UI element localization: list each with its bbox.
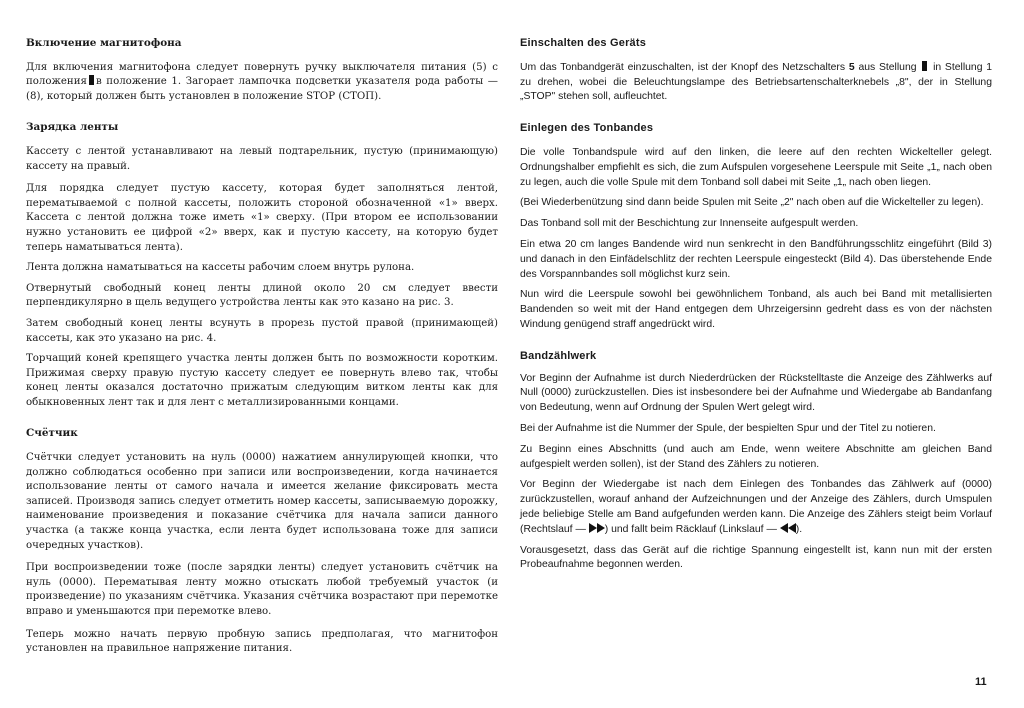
paragraph-text: ). bbox=[795, 523, 803, 535]
russian-column bbox=[26, 36, 498, 657]
paragraph-text: Vor Beginn der Wiedergabe ist nach dem Einlegen des Tonbandes das Zählwerk auf (0000) zurückzustellen, worauf anhand der Aufzeichnungen und der Anzeige des Zählers, durch Umspulen jede beliebige Stelle am Band aufgefunden werden kann. Die Anzeige des Zählers steigt beim Vorlauf (Rechtslauf — bbox=[520, 479, 992, 535]
paragraph: Счётчки следует установить на нуль (0000) нажатием аннулирующей кнопки, что должно соблюдаться особенно при записи или воспроизведении, когда начинается использование ленты от самого начала и имеется желание фиксировать места записей. Производя запись следует отметить номер кассеты, записываемую дорожку, наименование произведения и показание счётчика для начала записи данного участка (а также конца участка, если лента будет использована тоже для записи очередных участков). bbox=[26, 452, 498, 551]
paragraph-text: Для включения магнитофона следует повернуть ручку выключателя питания (5) с положения bbox=[26, 61, 498, 88]
switch-number: 5 bbox=[848, 61, 855, 73]
paragraph-text: in Stellung 1 zu drehen, wobei die Beleuchtungslampe des Betriebsartenschalterknebels „8", der in Stellung „STOP" stehen soll, aufleuchtet. bbox=[520, 61, 993, 103]
paragraph bbox=[520, 61, 992, 105]
paragraph: Отвернутый свободный конец ленты длиной около 20 см следует ввести перпендикулярно в щель ведущего устройства ленты как это казано на рис. 3. bbox=[26, 282, 498, 309]
section-title-switching-on-ru: Включение магнитофона bbox=[26, 37, 182, 49]
paragraph: При воспроизведении тоже (после зарядки ленты) следует установить счётчик на нуль (0000). Перематывая ленту можно отыскать любой требуемый участок (и произведение) по указаниям счётчика. Указания счётчика возрастают при перемотке вправо и уменьшаются при перемотке влево. bbox=[26, 562, 498, 617]
switch-position-mark-icon bbox=[89, 75, 94, 85]
paragraph-text: aus Stellung bbox=[858, 61, 917, 73]
rewind-icon bbox=[780, 524, 796, 535]
paragraph: Das Tonband soll mit der Beschichtung zur Innenseite aufgespult werden. bbox=[520, 218, 859, 230]
paragraph: Лента должна наматываться на кассеты рабочим слоем внутрь рулона. bbox=[26, 262, 415, 274]
switch-position-mark-icon bbox=[922, 61, 927, 71]
section-title-counter-ru: Счётчик bbox=[26, 427, 78, 440]
paragraph: (Bei Wiederbenützung sind dann beide Spulen mit Seite „2" nach oben auf die Wickelteller zu legen). bbox=[520, 197, 984, 209]
paragraph: Ein etwa 20 cm langes Bandende wird nun senkrecht in den Bandführungsschlitz eingeführt (Bild 3) und danach in den Einfädelschlitz der rechten Leerspule eingesteckt (Bild 4). Das überstehende Ende des Vorspannbandes soll möglichst kurz sein. bbox=[520, 238, 992, 280]
paragraph: Die volle Tonbandspule wird auf den linken, die leere auf den rechten Wickelteller gelegt. Ordnungshalber empfiehlt es sich, die zum Aufspulen vorgesehene Leerspule mit Seite „1„ nach oben zu legen, auch die volle Spule mit dem Tonband soll dabei mit Seite „1„ nach oben liegen. bbox=[520, 146, 992, 188]
german-column bbox=[520, 36, 992, 573]
paragraph: Затем свободный конец ленты всунуть в прорезь пустой правой (принимающей) кассеты, как это указано на рис. 4. bbox=[26, 317, 498, 344]
paragraph-text: в положение 1. Загорает лампочка подсветки указателя рода работы — (8), который должен быть установлен в положение STOP (СТОП). bbox=[26, 76, 498, 102]
paragraph: Кассету с лентой устанавливают на левый подтарельник, пустую (принимающую) кассету на правый. bbox=[26, 145, 498, 172]
section-title-switching-on-de: Einschalten des Geräts bbox=[520, 37, 647, 49]
paragraph bbox=[520, 478, 992, 537]
paragraph: Для порядка следует пустую кассету, которая будет заполняться лентой, перематываемой с полной кассеты, положить стороной обозначенной «1» вверх. Кассета с лентой должна тоже иметь «1» сверху. (При втором ее использовании нужно установить ее цифрой «2» вверх, как и пустую кассету, на которую будет теперь наматываться лента). bbox=[26, 183, 498, 253]
fast-forward-icon bbox=[589, 524, 605, 535]
paragraph: Теперь можно начать первую пробную запись предполагая, что магнитофон установлен на правильное напряжение питания. bbox=[26, 628, 498, 655]
section-title-tape-loading-ru: Зарядка ленты bbox=[26, 121, 119, 134]
paragraph: Nun wird die Leerspule sowohl bei gewöhnlichem Tonband, als auch bei Band mit metallisierten Bandenden so weit mit der Hand entgegen dem Uhrzeigersinn gedreht dass es von der nächsten Windung genügend straff angedrückt wird. bbox=[520, 289, 992, 330]
paragraph-text: Um das Tonbandgerät einzuschalten, ist der Knopf des Netzschalters bbox=[520, 61, 846, 73]
paragraph: Vor Beginn der Aufnahme ist durch Niederdrücken der Rückstelltaste die Anzeige des Zählwerks auf Null (0000) zurückzustellen. Dies ist insbesondere bei der Aufnahme und Wiedergabe ab Bandanfang von Bedeutung, wenn auf Ordnung der Spulen Wert gelegt wird. bbox=[520, 372, 992, 414]
section-title-tape-loading-de: Einlegen des Tonbandes bbox=[520, 122, 654, 135]
paragraph bbox=[26, 61, 498, 105]
paragraph: Zu Beginn eines Abschnitts (und auch am Ende, wenn weitere Abschnitte am gleichen Band aufgespielt werden sollen), ist der Stand des Zählers zu notieren. bbox=[520, 443, 992, 470]
paragraph-text: ) und fallt beim Räcklauf (Linkslauf — bbox=[604, 523, 777, 535]
page-number: 11 bbox=[975, 676, 987, 688]
paragraph: Торчащий коней крепящего участка ленты должен быть по возможности коротким. Прижимая сверху правую пустую кассету следует ее повернуть влево так, чтобы конец ленты оказался достаточно прижатым следующим витком ленты как для обыкновенных лент так и для лент с металлизированными концами. bbox=[26, 353, 498, 408]
paragraph: Bei der Aufnahme ist die Nummer der Spule, der bespielten Spur und der Titel zu notieren. bbox=[520, 422, 936, 434]
section-title-counter-de: Bandzählwerk bbox=[520, 349, 597, 362]
paragraph: Vorausgesetzt, dass das Gerät auf die richtige Spannung eingestellt ist, kann nun mit der ersten Probeaufnahme begonnen werden. bbox=[520, 544, 992, 571]
